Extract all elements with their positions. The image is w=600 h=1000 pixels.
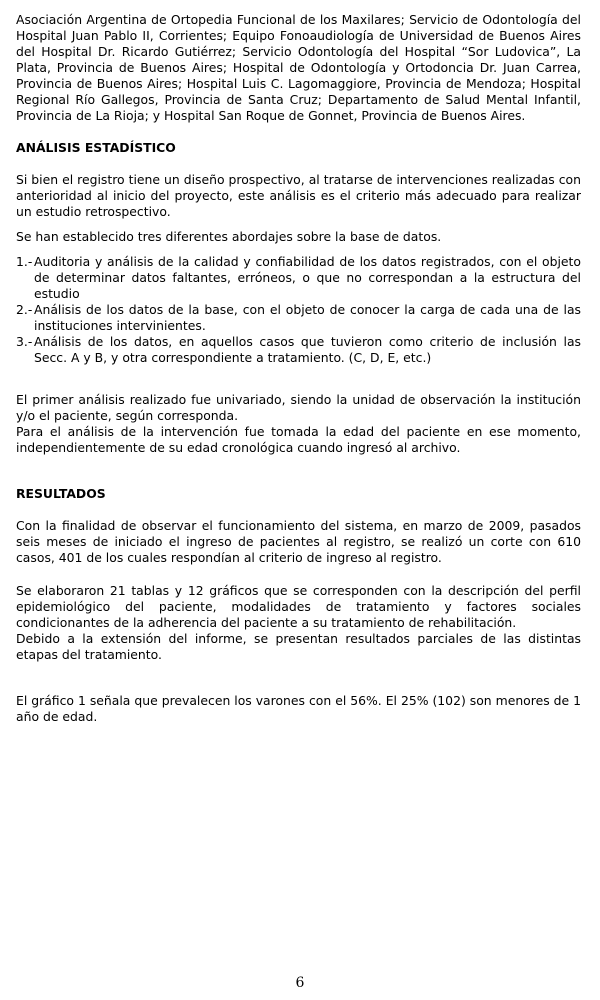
section-heading-analisis: ANÁLISIS ESTADÍSTICO	[16, 140, 176, 155]
analisis-paragraph-3: El primer análisis realizado fue univariado, siendo la unidad de observación la institución y/o el paciente, según corresponda.	[16, 392, 581, 423]
document-page	[16, 12, 581, 725]
page-number: 6	[295, 975, 305, 991]
list-item	[16, 302, 581, 334]
list-item-number: 3.-	[16, 334, 33, 349]
analisis-paragraph-4: Para el análisis de la intervención fue tomada la edad del paciente en ese momento, independientemente de su edad cronológica cuando ingresó al archivo.	[16, 424, 581, 455]
resultados-paragraph-1: Con la finalidad de observar el funcionamiento del sistema, en marzo de 2009, pasados seis meses de iniciado el ingreso de pacientes al registro, se realizó un corte con 610 casos, 401 de los cuales respondían al criterio de ingreso al registro.	[16, 518, 581, 565]
resultados-paragraph-3: Debido a la extensión del informe, se presentan resultados parciales de las distintas etapas del tratamiento.	[16, 631, 581, 662]
list-item-text: Auditoria y análisis de la calidad y confiabilidad de los datos registrados, con el objeto de determinar datos faltantes, erróneos, o que no correspondan a la estructura del estudio	[34, 254, 581, 301]
analisis-paragraph-1: Si bien el registro tiene un diseño prospectivo, al tratarse de intervenciones realizadas con anterioridad al inicio del proyecto, este análisis es el criterio más adecuado para realizar un estudio retrospectivo.	[16, 172, 581, 219]
resultados-paragraph-2: Se elaboraron 21 tablas y 12 gráficos que se corresponden con la descripción del perfil epidemiológico del paciente, modalidades de tratamiento y factores sociales condicionantes de la adherencia del paciente a su tratamiento de rehabilitación.	[16, 583, 581, 630]
analisis-paragraph-2: Se han establecido tres diferentes abordajes sobre la base de datos.	[16, 229, 442, 244]
list-item-number: 2.-	[16, 302, 33, 317]
list-item	[16, 254, 581, 302]
intro-paragraph: Asociación Argentina de Ortopedia Funcional de los Maxilares; Servicio de Odontología del Hospital Juan Pablo II, Corrientes; Equipo Fonoaudiología de Universidad de Buenos Aires del Hospital Dr. Ricardo Gutiérrez; Servicio Odontología del Hospital “Sor Ludovica”, La Plata, Provincia de Buenos Aires; Hospital de Odontología y Ortodoncia Dr. Juan Carrea, Provincia de Buenos Aires; Hospital Luis C. Lagomaggiore, Provincia de Mendoza; Hospital Regional Río Gallegos, Provincia de Santa Cruz; Departamento de Salud Mental Infantil, Provincia de La Rioja; y Hospital San Roque de Gonnet, Provincia de Buenos Aires.	[16, 12, 581, 123]
section-heading-resultados: RESULTADOS	[16, 486, 106, 501]
resultados-paragraph-4: El gráfico 1 señala que prevalecen los varones con el 56%. El 25% (102) son menores de 1 año de edad.	[16, 693, 581, 724]
list-item-text: Análisis de los datos, en aquellos casos que tuvieron como criterio de inclusión las Secc. A y B, y otra correspondiente a tratamiento. (C, D, E, etc.)	[34, 334, 581, 365]
list-item-number: 1.-	[16, 254, 33, 269]
list-item-text: Análisis de los datos de la base, con el objeto de conocer la carga de cada una de las instituciones intervinientes.	[34, 302, 581, 333]
approach-list	[16, 254, 581, 366]
list-item	[16, 334, 581, 366]
